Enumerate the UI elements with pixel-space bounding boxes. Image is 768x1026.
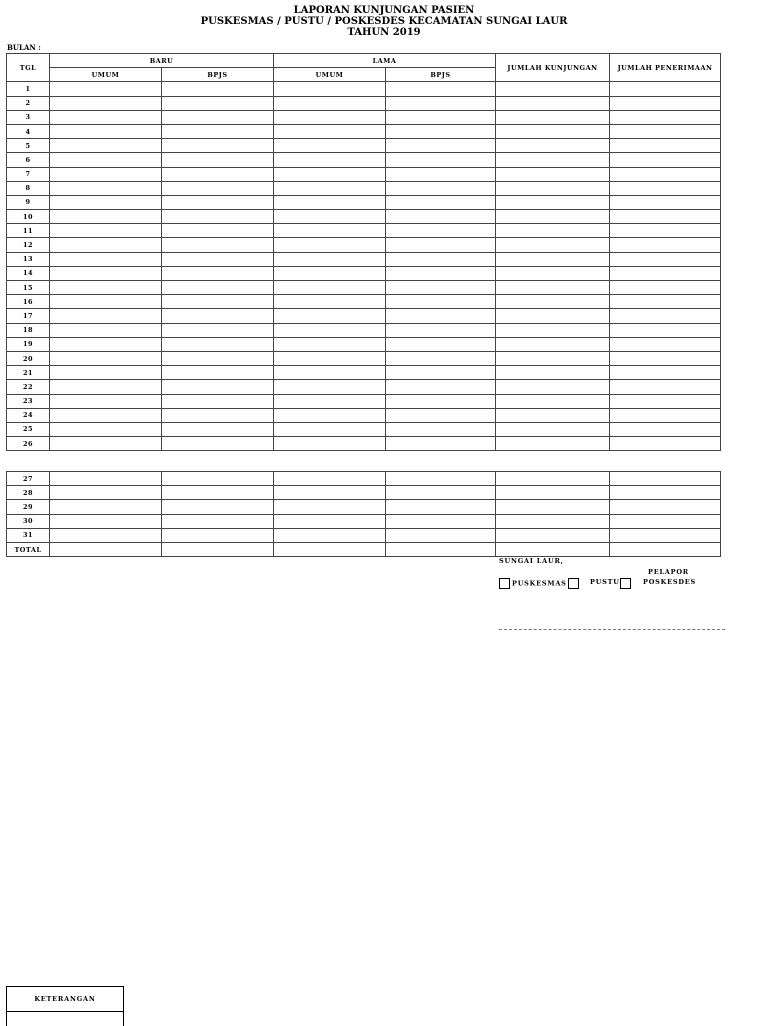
- day-number: 22: [7, 380, 50, 394]
- table-cell[interactable]: [610, 351, 721, 365]
- table-cell[interactable]: [496, 295, 610, 309]
- day-number: 10: [7, 210, 50, 224]
- table-row: [7, 167, 721, 181]
- option-pustu-label-wrap: [590, 578, 620, 586]
- table-cell[interactable]: [50, 153, 162, 167]
- table-cell[interactable]: [610, 542, 721, 556]
- table-cell[interactable]: [162, 266, 274, 280]
- option-puskesmas[interactable]: [499, 578, 567, 589]
- table-cell[interactable]: [162, 224, 274, 238]
- header-baru-umum: UMUM: [50, 68, 162, 82]
- table-cell[interactable]: [386, 281, 496, 295]
- table-row: [7, 380, 721, 394]
- table-cell[interactable]: [274, 514, 386, 528]
- table-cell[interactable]: [274, 252, 386, 266]
- day-number: 28: [7, 486, 50, 500]
- table-cell[interactable]: [386, 195, 496, 209]
- table-cell[interactable]: [610, 408, 721, 422]
- table-cell[interactable]: [610, 139, 721, 153]
- option-poskesdes-label-wrap: [643, 578, 696, 586]
- table-cell[interactable]: [496, 153, 610, 167]
- table-cell[interactable]: [496, 472, 610, 486]
- table-cell[interactable]: [610, 252, 721, 266]
- table-cell[interactable]: [50, 542, 162, 556]
- table-row: [7, 110, 721, 124]
- day-number: 31: [7, 528, 50, 542]
- table-cell[interactable]: [386, 153, 496, 167]
- table-cell[interactable]: [496, 266, 610, 280]
- table-row: [7, 408, 721, 422]
- table-cell[interactable]: [50, 266, 162, 280]
- table-cell[interactable]: [496, 181, 610, 195]
- table-cell[interactable]: [496, 309, 610, 323]
- table-cell[interactable]: [162, 238, 274, 252]
- day-number: 15: [7, 281, 50, 295]
- table-cell[interactable]: [386, 82, 496, 96]
- table-cell[interactable]: [162, 167, 274, 181]
- table-cell[interactable]: [610, 82, 721, 96]
- table-cell[interactable]: [496, 351, 610, 365]
- header-jumlah-penerimaan: JUMLAH PENERIMAAN: [610, 54, 721, 82]
- day-number: 9: [7, 195, 50, 209]
- option-poskesdes[interactable]: [620, 578, 633, 589]
- table-cell[interactable]: [50, 124, 162, 138]
- table-row: [7, 224, 721, 238]
- table-cell[interactable]: [386, 210, 496, 224]
- table-cell[interactable]: [386, 295, 496, 309]
- table-row: [7, 472, 721, 486]
- option-pustu-label: PUSTU: [590, 578, 620, 586]
- table-cell[interactable]: [50, 500, 162, 514]
- table-cell[interactable]: [386, 323, 496, 337]
- table-cell[interactable]: [50, 437, 162, 451]
- table-cell[interactable]: [386, 500, 496, 514]
- table-cell[interactable]: [162, 295, 274, 309]
- table-cell[interactable]: [50, 422, 162, 436]
- table-cell[interactable]: [162, 422, 274, 436]
- table-cell[interactable]: [50, 337, 162, 351]
- table-cell[interactable]: [386, 96, 496, 110]
- table-cell[interactable]: [50, 295, 162, 309]
- table-row: [7, 124, 721, 138]
- table-cell[interactable]: [610, 210, 721, 224]
- table-cell[interactable]: [496, 167, 610, 181]
- table-cell[interactable]: [162, 351, 274, 365]
- table-cell[interactable]: [274, 366, 386, 380]
- table-cell[interactable]: [610, 124, 721, 138]
- table-cell[interactable]: [386, 394, 496, 408]
- table-row: [7, 96, 721, 110]
- table-cell[interactable]: [162, 309, 274, 323]
- table-row: [7, 514, 721, 528]
- table-cell[interactable]: [274, 110, 386, 124]
- day-number: 8: [7, 181, 50, 195]
- table-cell[interactable]: [274, 408, 386, 422]
- table-row: [7, 309, 721, 323]
- table-cell[interactable]: [162, 210, 274, 224]
- table-cell[interactable]: [386, 472, 496, 486]
- table-row: [7, 210, 721, 224]
- table-cell[interactable]: [50, 528, 162, 542]
- table-cell[interactable]: [496, 110, 610, 124]
- table-cell[interactable]: [610, 167, 721, 181]
- table-cell[interactable]: [610, 295, 721, 309]
- checkbox-puskesmas[interactable]: [499, 578, 510, 589]
- day-number: 1: [7, 82, 50, 96]
- table-cell[interactable]: [386, 167, 496, 181]
- table-cell[interactable]: [386, 380, 496, 394]
- day-number: 2: [7, 96, 50, 110]
- table-cell[interactable]: [274, 153, 386, 167]
- table-cell[interactable]: [610, 266, 721, 280]
- table-cell[interactable]: [610, 437, 721, 451]
- table-row: [7, 252, 721, 266]
- table-cell[interactable]: [50, 323, 162, 337]
- table-cell[interactable]: [162, 96, 274, 110]
- table-cell[interactable]: [274, 195, 386, 209]
- table-row: [7, 266, 721, 280]
- day-number: 20: [7, 351, 50, 365]
- table-cell[interactable]: [50, 110, 162, 124]
- option-pustu[interactable]: [568, 578, 581, 589]
- table-cell[interactable]: [162, 486, 274, 500]
- table-cell[interactable]: [162, 153, 274, 167]
- signature-line: [499, 629, 725, 630]
- table-cell[interactable]: [496, 437, 610, 451]
- table-cell[interactable]: [274, 266, 386, 280]
- day-number: 18: [7, 323, 50, 337]
- table-cell[interactable]: [50, 394, 162, 408]
- day-number: 24: [7, 408, 50, 422]
- table-cell[interactable]: [610, 195, 721, 209]
- header-lama: LAMA: [274, 54, 496, 68]
- table-cell[interactable]: [496, 124, 610, 138]
- table-cell[interactable]: [50, 281, 162, 295]
- table-cell[interactable]: [50, 486, 162, 500]
- day-number: 19: [7, 337, 50, 351]
- table-cell[interactable]: [162, 514, 274, 528]
- table-cell[interactable]: [162, 542, 274, 556]
- table-cell[interactable]: [274, 181, 386, 195]
- option-poskesdes-label: POSKESDES: [643, 578, 697, 586]
- table-row: [7, 422, 721, 436]
- header-lama-umum: UMUM: [274, 68, 386, 82]
- checkbox-pustu[interactable]: [568, 578, 579, 589]
- day-number: 17: [7, 309, 50, 323]
- day-number: 21: [7, 366, 50, 380]
- keterangan-box: KETERANGAN: [6, 986, 124, 1011]
- table-row: [7, 295, 721, 309]
- table-cell[interactable]: [610, 380, 721, 394]
- table-cell[interactable]: [496, 323, 610, 337]
- header-baru: BARU: [50, 54, 274, 68]
- table-cell[interactable]: [274, 486, 386, 500]
- table-cell[interactable]: [496, 139, 610, 153]
- table-cell[interactable]: [386, 437, 496, 451]
- table-cell[interactable]: [274, 380, 386, 394]
- table-cell[interactable]: [386, 514, 496, 528]
- table-cell[interactable]: [496, 238, 610, 252]
- table-cell[interactable]: [496, 380, 610, 394]
- table-cell[interactable]: [50, 224, 162, 238]
- table-cell[interactable]: [274, 472, 386, 486]
- table-cell[interactable]: [496, 96, 610, 110]
- table-cell[interactable]: [50, 82, 162, 96]
- table-row: [7, 153, 721, 167]
- table-cell[interactable]: [386, 337, 496, 351]
- table-cell[interactable]: [496, 195, 610, 209]
- table-cell[interactable]: [496, 224, 610, 238]
- table-cell[interactable]: [162, 323, 274, 337]
- table-row: [7, 181, 721, 195]
- table-cell[interactable]: [386, 366, 496, 380]
- header-tgl: TGL: [7, 54, 50, 82]
- table-body-days-1-26: [7, 82, 721, 451]
- table-cell[interactable]: [274, 528, 386, 542]
- table-row: [7, 323, 721, 337]
- table-cell[interactable]: [50, 210, 162, 224]
- table-cell[interactable]: [274, 394, 386, 408]
- bulan-label: BULAN :: [7, 43, 41, 52]
- table-row: [7, 528, 721, 542]
- table-row: [7, 337, 721, 351]
- day-number: 3: [7, 110, 50, 124]
- table-cell[interactable]: [610, 238, 721, 252]
- table-cell[interactable]: [386, 486, 496, 500]
- table-cell[interactable]: [162, 394, 274, 408]
- table-cell[interactable]: [274, 238, 386, 252]
- table-cell[interactable]: [610, 366, 721, 380]
- table-cell[interactable]: [50, 366, 162, 380]
- table-cell[interactable]: [610, 528, 721, 542]
- header-baru-bpjs: BPJS: [162, 68, 274, 82]
- table-cell[interactable]: [162, 366, 274, 380]
- table-cell[interactable]: [50, 96, 162, 110]
- table-row: [7, 437, 721, 451]
- signature-place: SUNGAI LAUR,: [499, 557, 564, 565]
- table-cell[interactable]: [386, 224, 496, 238]
- table-cell[interactable]: [274, 96, 386, 110]
- day-number: 29: [7, 500, 50, 514]
- table-cell[interactable]: [162, 408, 274, 422]
- table-cell[interactable]: [610, 110, 721, 124]
- table-cell[interactable]: [274, 139, 386, 153]
- table-row: [7, 195, 721, 209]
- table-cell[interactable]: [386, 266, 496, 280]
- table-cell[interactable]: [50, 252, 162, 266]
- table-cell[interactable]: [50, 472, 162, 486]
- table-cell[interactable]: [162, 528, 274, 542]
- table-cell[interactable]: [496, 252, 610, 266]
- day-number: 30: [7, 514, 50, 528]
- table-cell[interactable]: [274, 337, 386, 351]
- table-row: [7, 82, 721, 96]
- table-cell[interactable]: [610, 500, 721, 514]
- day-number: 26: [7, 437, 50, 451]
- day-number: 23: [7, 394, 50, 408]
- table-cell[interactable]: [50, 181, 162, 195]
- table-cell[interactable]: [610, 472, 721, 486]
- table-cell[interactable]: [386, 408, 496, 422]
- table-cell[interactable]: [496, 82, 610, 96]
- table-row: [7, 281, 721, 295]
- table-cell[interactable]: [386, 139, 496, 153]
- table-cell[interactable]: [496, 394, 610, 408]
- table-cell[interactable]: [274, 210, 386, 224]
- table-cell[interactable]: [50, 309, 162, 323]
- table-cell[interactable]: [162, 380, 274, 394]
- table-cell[interactable]: [162, 337, 274, 351]
- table-cell[interactable]: [610, 153, 721, 167]
- table-cell[interactable]: [496, 500, 610, 514]
- table-cell[interactable]: [50, 167, 162, 181]
- table-cell[interactable]: [274, 224, 386, 238]
- table-cell[interactable]: [610, 422, 721, 436]
- table-cell[interactable]: [496, 281, 610, 295]
- table-cell[interactable]: [162, 500, 274, 514]
- table-cell[interactable]: [496, 408, 610, 422]
- table-cell[interactable]: [162, 281, 274, 295]
- table-cell[interactable]: [50, 195, 162, 209]
- option-puskesmas-label: PUSKESMAS: [512, 579, 567, 588]
- table-cell[interactable]: [274, 542, 386, 556]
- table-cell[interactable]: [496, 514, 610, 528]
- table-cell[interactable]: [610, 181, 721, 195]
- table-cell[interactable]: [386, 528, 496, 542]
- table-cell[interactable]: [274, 281, 386, 295]
- day-number: 6: [7, 153, 50, 167]
- report-title: LAPORAN KUNJUNGAN PASIEN: [293, 5, 475, 16]
- day-number: 7: [7, 167, 50, 181]
- table-cell[interactable]: [274, 309, 386, 323]
- visit-table-main: [6, 53, 721, 451]
- day-number: 14: [7, 266, 50, 280]
- table-cell[interactable]: [274, 124, 386, 138]
- table-cell[interactable]: [50, 514, 162, 528]
- table-cell[interactable]: [610, 309, 721, 323]
- day-number: 25: [7, 422, 50, 436]
- day-number: 11: [7, 224, 50, 238]
- table-row: [7, 500, 721, 514]
- table-cell[interactable]: [610, 96, 721, 110]
- table-cell[interactable]: [386, 181, 496, 195]
- table-cell[interactable]: [162, 437, 274, 451]
- table-row: [7, 486, 721, 500]
- header-lama-bpjs: BPJS: [386, 68, 496, 82]
- table-cell[interactable]: [386, 124, 496, 138]
- table-cell[interactable]: [162, 82, 274, 96]
- table-cell[interactable]: [274, 422, 386, 436]
- table-cell[interactable]: [496, 528, 610, 542]
- table-cell[interactable]: [386, 422, 496, 436]
- table-cell[interactable]: [386, 252, 496, 266]
- table-cell[interactable]: [162, 195, 274, 209]
- table-cell[interactable]: [274, 167, 386, 181]
- table-row: [7, 394, 721, 408]
- table-cell[interactable]: [162, 110, 274, 124]
- table-cell[interactable]: [496, 422, 610, 436]
- table-cell[interactable]: [386, 238, 496, 252]
- table-cell[interactable]: [496, 542, 610, 556]
- pelapor-label: PELAPOR: [648, 568, 690, 576]
- table-row: [7, 366, 721, 380]
- table-cell[interactable]: [50, 380, 162, 394]
- table-row: [7, 351, 721, 365]
- table-cell[interactable]: [496, 486, 610, 500]
- day-number: 16: [7, 295, 50, 309]
- day-number: 13: [7, 252, 50, 266]
- table-cell[interactable]: [610, 337, 721, 351]
- table-row: [7, 238, 721, 252]
- table-cell[interactable]: [162, 472, 274, 486]
- table-cell[interactable]: [610, 281, 721, 295]
- table-cell[interactable]: [610, 486, 721, 500]
- table-cell[interactable]: [386, 309, 496, 323]
- day-number: 5: [7, 139, 50, 153]
- table-cell[interactable]: [162, 252, 274, 266]
- day-number: 12: [7, 238, 50, 252]
- table-cell[interactable]: [386, 542, 496, 556]
- table-cell[interactable]: [274, 295, 386, 309]
- table-cell[interactable]: [50, 238, 162, 252]
- table-body-days-27-31: [7, 472, 721, 543]
- table-cell[interactable]: [50, 139, 162, 153]
- table-cell[interactable]: [386, 351, 496, 365]
- visit-table-continued: [6, 471, 721, 557]
- table-cell[interactable]: [610, 514, 721, 528]
- table-cell[interactable]: [162, 139, 274, 153]
- table-cell[interactable]: [496, 337, 610, 351]
- report-subtitle: PUSKESMAS / PUSTU / POSKESDES KECAMATAN SUNGAI LAUR: [200, 16, 568, 27]
- table-cell[interactable]: [496, 366, 610, 380]
- table-cell[interactable]: [610, 394, 721, 408]
- table-row: [7, 139, 721, 153]
- checkbox-poskesdes[interactable]: [620, 578, 631, 589]
- total-label: TOTAL: [7, 542, 50, 556]
- table-cell[interactable]: [386, 110, 496, 124]
- table-cell[interactable]: [496, 210, 610, 224]
- table-cell[interactable]: [610, 323, 721, 337]
- table-cell[interactable]: [274, 500, 386, 514]
- table-cell[interactable]: [162, 181, 274, 195]
- table-cell[interactable]: [50, 351, 162, 365]
- day-number: 4: [7, 124, 50, 138]
- table-cell[interactable]: [274, 351, 386, 365]
- table-cell[interactable]: [162, 124, 274, 138]
- day-number: 27: [7, 472, 50, 486]
- table-cell[interactable]: [274, 323, 386, 337]
- table-cell[interactable]: [50, 408, 162, 422]
- table-cell[interactable]: [610, 224, 721, 238]
- report-year: TAHUN 2019: [347, 27, 421, 38]
- table-cell[interactable]: [274, 437, 386, 451]
- table-cell[interactable]: [274, 82, 386, 96]
- header-jumlah-kunjungan: JUMLAH KUNJUNGAN: [496, 54, 610, 82]
